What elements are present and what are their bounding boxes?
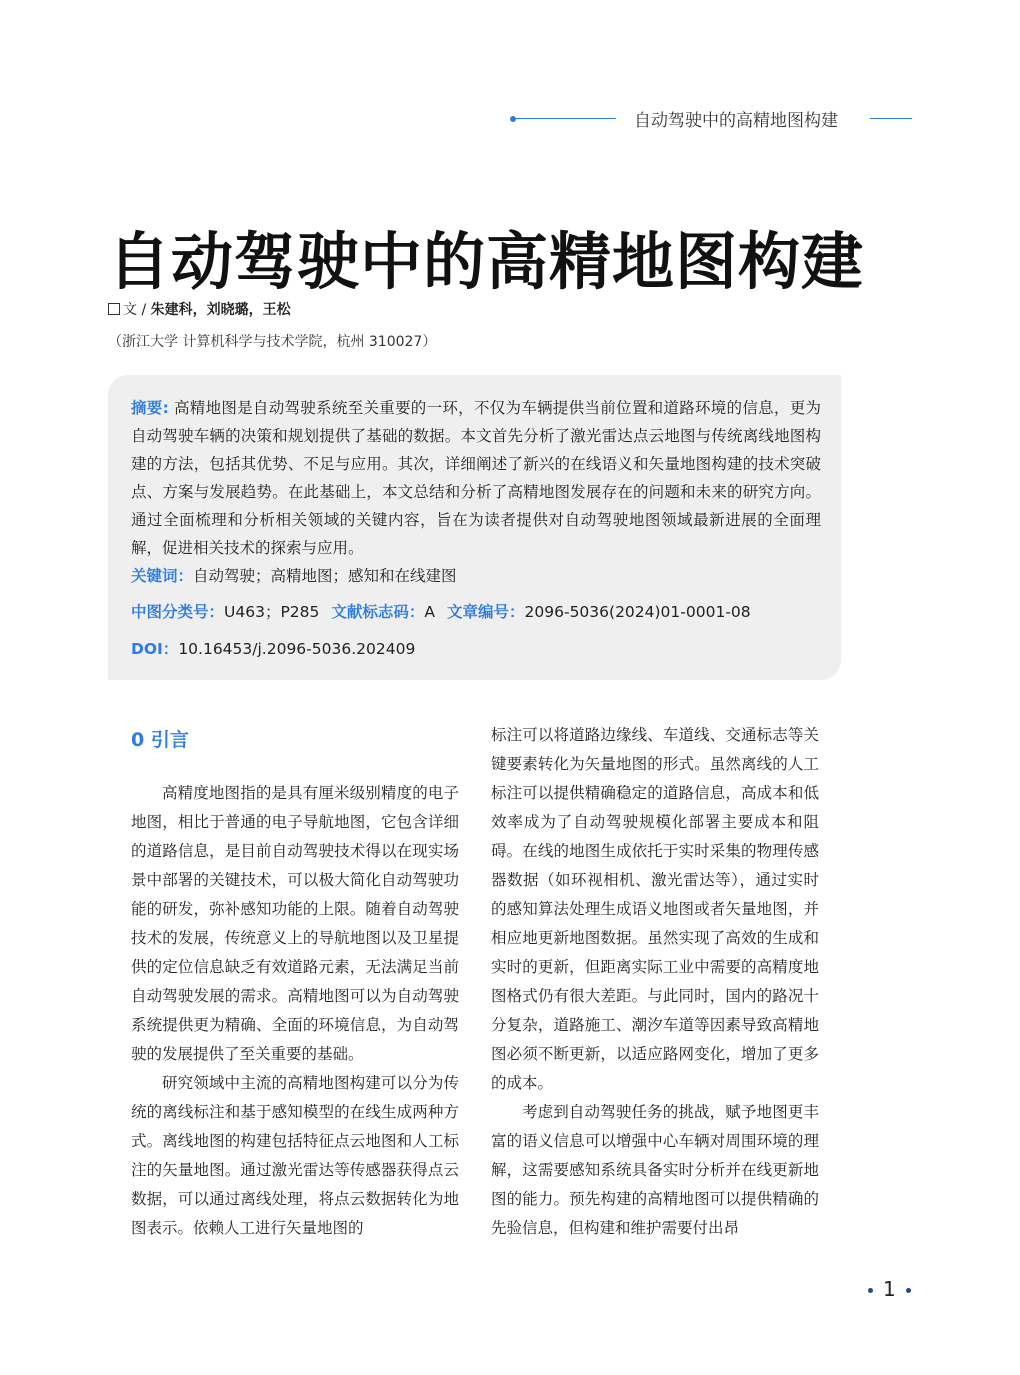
affiliation: （浙江大学 计算机科学与技术学院，杭州 310027） — [108, 334, 437, 350]
article-no-value: 2096-5036(2024)01-0001-08 — [524, 603, 751, 621]
doc-code-value: A — [424, 603, 436, 621]
clc-value: U463；P285 — [224, 603, 320, 621]
abstract-text: 高精地图是自动驾驶系统至关重要的一环，不仅为车辆提供当前位置和道路环境的信息，更为自动驾驶车辆的决策和规划提供了基础的数据。本文首先分析了激光雷达点云地图与传统离线地图构建的方法，包括其优势、不足与应用。其次，详细阐述了新兴的在线语义和矢量地图构建的技术突破点、方案与发展趋势。在此基础上，本文总结和分析了高精地图发展存在的问题和未来的研究方向。通过全面梳理和分析相关领域的关键内容，旨在为读者提供对自动驾驶地图领域最新进展的全面理解，促进相关技术的探索与应用。 — [131, 399, 821, 557]
doi-label: DOI： — [131, 640, 179, 658]
bullet-dot-icon — [906, 1288, 911, 1293]
classification — [131, 600, 751, 622]
abstract-label: 摘要: — [131, 399, 169, 417]
paragraph: 考虑到自动驾驶任务的挑战，赋予地图更丰富的语义信息可以增强中心车辆对周围环境的理解，这需要感知系统具备实时分析并在线更新地图的能力。预先构建的高精地图可以提供精确的先验信息，但构建和维护需要付出昂 — [491, 1103, 819, 1237]
running-header: 自动驾驶中的高精地图构建 — [634, 111, 838, 131]
article-title: 自动驾驶中的高精地图构建 — [108, 225, 865, 298]
keywords-text: 自动驾驶；高精地图；感知和在线建图 — [193, 567, 457, 585]
doi-value[interactable]: 10.16453/j.2096-5036.202409 — [178, 640, 416, 658]
article-no-label: 文章编号： — [447, 603, 525, 621]
header-rule-left — [516, 118, 616, 119]
keywords — [131, 564, 457, 586]
body-column-left — [131, 779, 459, 1243]
byline — [108, 299, 291, 319]
page-number-value: 1 — [883, 1277, 896, 1301]
doi — [131, 637, 415, 659]
abstract — [131, 394, 821, 562]
page-number — [858, 1277, 921, 1301]
checkbox-square-icon — [108, 303, 120, 315]
keywords-label: 关键词： — [131, 567, 194, 585]
clc-label: 中图分类号： — [131, 603, 225, 621]
doc-code-label: 文献标志码： — [331, 603, 425, 621]
section-heading: 0 引言 — [131, 729, 189, 751]
bullet-dot-icon — [868, 1288, 873, 1293]
header-dot — [510, 116, 516, 122]
body-column-right — [491, 721, 819, 1243]
paragraph: 标注可以将道路边缘线、车道线、交通标志等关键要素转化为矢量地图的形式。虽然离线的人工标注可以提供精确稳定的道路信息，高成本和低效率成为了自动驾驶规模化部署主要成本和阻碍。在线的地图生成依托于实时采集的物理传感器数据（如环视相机、激光雷达等），通过实时的感知算法处理生成语义地图或者矢量地图，并相应地更新地图数据。虽然实现了高效的生成和实时的更新，但距离实际工业中需要的高精度地图格式仍有很大差距。与此同时，国内的路况十分复杂，道路施工、潮汐车道等因素导致高精地图必须不断更新，以适应路网变化，增加了更多的成本。 — [491, 726, 819, 1092]
paragraph: 研究领域中主流的高精地图构建可以分为传统的离线标注和基于感知模型的在线生成两种方式。离线地图的构建包括特征点云地图和人工标注的矢量地图。通过激光雷达等传感器获得点云数据，可以通过离线处理，将点云数据转化为地图表示。依赖人工进行矢量地图的 — [131, 1074, 459, 1237]
byline-prefix: 文 / — [123, 302, 151, 318]
paragraph: 高精度地图指的是具有厘米级别精度的电子地图，相比于普通的电子导航地图，它包含详细的道路信息，是目前自动驾驶技术得以在现实场景中部署的关键技术，可以极大简化自动驾驶功能的研发，弥补感知功能的上限。随着自动驾驶技术的发展，传统意义上的导航地图以及卫星提供的定位信息缺乏有效道路元素，无法满足当前自动驾驶发展的需求。高精地图可以为自动驾驶系统提供更为精确、全面的环境信息，为自动驾驶的发展提供了至关重要的基础。 — [131, 784, 459, 1063]
header-rule-right — [870, 118, 912, 119]
authors: 朱建科，刘晓璐，王松 — [150, 302, 291, 318]
